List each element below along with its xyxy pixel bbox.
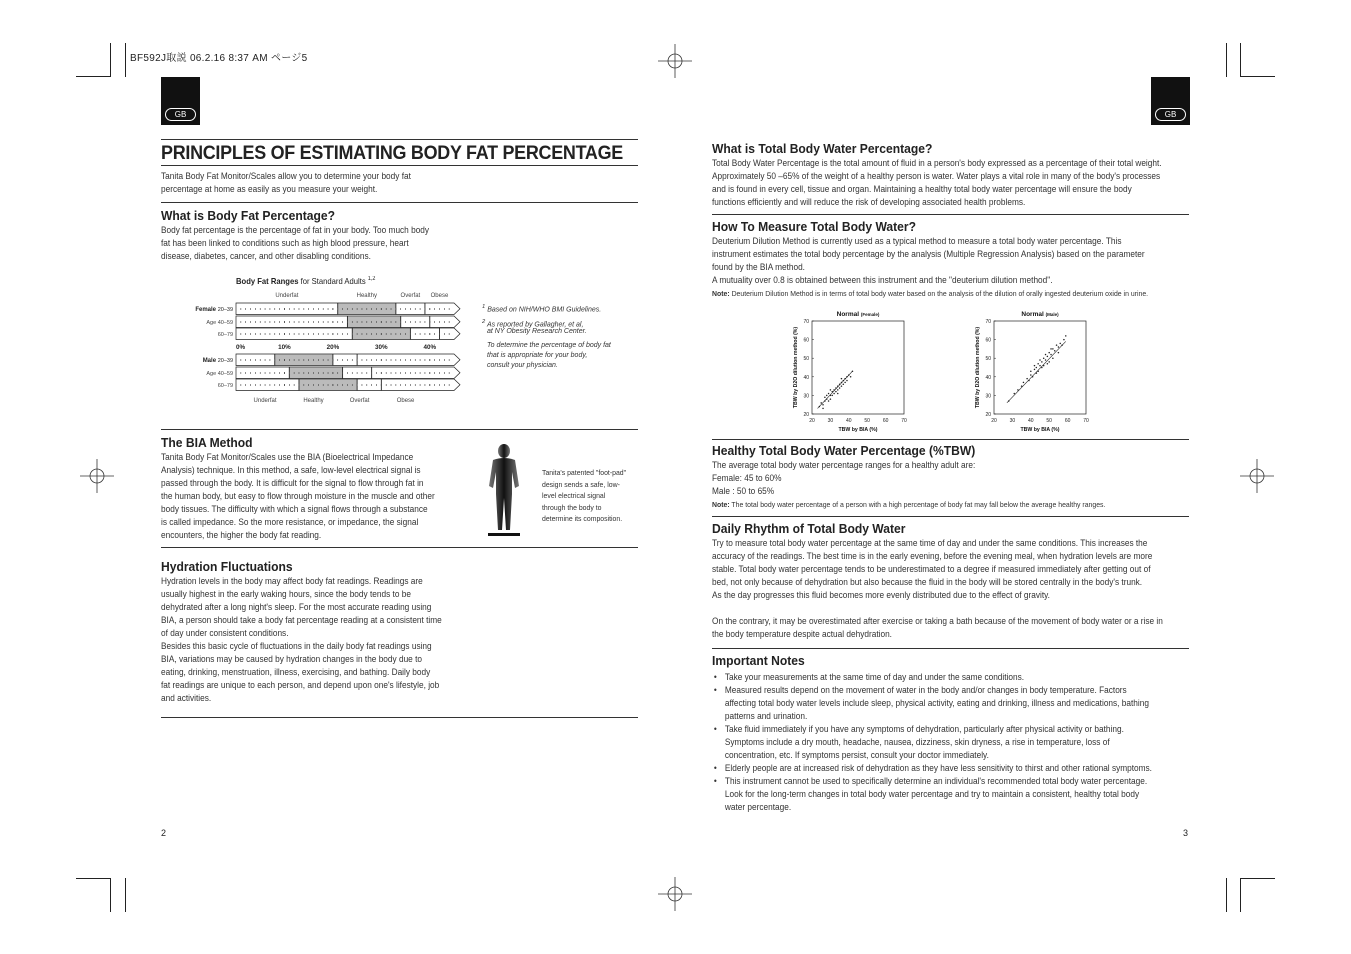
section-heading: Hydration Fluctuations [161, 559, 293, 574]
plot-frame [994, 321, 1086, 414]
print-slug: BF592J取説 06.2.16 8:37 AM ページ5 [130, 53, 308, 64]
x-axis-label: TBW by BIA (%) [1020, 427, 1060, 433]
x-tick-label: 60 [1064, 418, 1071, 424]
registration-mark-bottom [658, 877, 692, 911]
crop-mark [1226, 43, 1227, 77]
data-point [830, 398, 832, 400]
crop-mark [1240, 878, 1241, 912]
data-point [820, 402, 822, 404]
y-tick-label: 50 [803, 356, 809, 363]
data-point [828, 400, 830, 402]
range-label: Obese [430, 293, 449, 299]
page-title: PRINCIPLES OF ESTIMATING BODY FAT PERCENTAGE [161, 142, 623, 164]
list-item: • This instrument cannot be used to specifically determine an individual's recommended total body water percentage. Look for the long-term changes in total body water percentage and try to maintain a consistent, healthy total body water percentage. [712, 775, 1152, 814]
data-point [1065, 335, 1067, 337]
range-label: Healthy [356, 293, 377, 299]
section-body: Tanita Body Fat Monitor/Scales use the BIA (Bioelectrical Impedance Analysis) technique. In this method, a safe, low-level electrical signal is passed through the body. It is difficult for the signal to flow through fat in the human body, but easy to flow through moisture in the muscle and other body tissues. The difficulty with which a signal flows through a substance is called impedance. So the more resistance, or impedance, the signal encounters, the higher the body fat reading. [161, 452, 435, 540]
divider [712, 214, 1189, 215]
y-tick-label: 20 [803, 412, 809, 418]
data-point [822, 408, 824, 410]
human-figure-illustration [484, 442, 524, 538]
footnote-2-cont: at NY Obesity Research Center. [487, 328, 587, 335]
data-point [835, 391, 837, 393]
y-tick-label: 40 [803, 374, 809, 381]
section-body: Deuterium Dilution Method is currently used as a typical method to measure a total body water percentage. This instrument estimates the total body percentage by the analysis (Multiple Regression Analysis) based on the parameter found by the BIA method. A mutuality over 0.8 is obtained between this instrument and the "deuterium dilution method". Note: Deuterium Dilution Method is in terms of total body water based on the analysis of the dilution of orally ingested deuterium oxide in urine. [712, 236, 1149, 298]
y-tick-label: 60 [985, 337, 991, 344]
section-body: Hydration levels in the body may affect body fat readings. Readings are usually highest in the early waking hours, since the body tends to be dehydrated after a long night's sleep. For the most accurate reading using BIA, a person should take a body fat percentage reading at a consistent time of day under consistent conditions. Besides this basic cycle of fluctuations in the daily body fat readings using BIA, variations may be caused by hydration changes in the body due to eating, drinking, menstruation, illness, exercising, and bathing. Daily body fat readings are unique to each person, and depend upon one's lifestyle, job and activities. [161, 576, 442, 703]
data-point [1026, 378, 1028, 380]
range-label: Healthy [303, 398, 324, 404]
range-label: Underfat [275, 293, 299, 299]
axis-tick-label: 0% [236, 344, 246, 351]
section-body: The average total body water percentage ranges for a healthy adult are: Female: 45 to 60% Male : 50 to 65% Note: The total body water percentage of a person with a high percentage of body fat may fall below the average healthy ranges. [712, 460, 1106, 509]
data-point [1043, 357, 1045, 359]
x-tick-label: 70 [1083, 418, 1089, 424]
y-tick-label: 20 [985, 412, 991, 418]
row-label: Age 40–59 [206, 320, 233, 326]
section-body: Try to measure total body water percentage at the same time of day and under the same conditions. This increases the accuracy of the readings. The best time is in the early evening, before the evening meal, when hydration levels are more stable. Total body water percentage tends to be underestimated to a degree if measured immediately after getting out of bed, not only because of dehydration but also because the fluid in the body will be stored centrally in the body's trunk. As the day progresses this fluid becomes more evenly distributed due to the effect of gravity. On the contrary, it may be overestimated after exercise or taking a bath because of the movement of body water or a rise in the body temperature despite actual dehydration. [712, 538, 1163, 639]
data-point [1045, 354, 1047, 356]
x-axis-label: TBW by BIA (%) [838, 427, 878, 433]
x-tick-label: 30 [827, 418, 834, 424]
list-item: • Elderly people are at increased risk of dehydration as they have less sensitivity to thirst and other rational symptoms. [712, 762, 1152, 775]
important-notes-list [712, 671, 1152, 814]
data-point [1013, 393, 1015, 395]
footnote-3-cont: that is appropriate for your body, [487, 352, 588, 359]
section-heading: What is Total Body Water Percentage? [712, 141, 933, 156]
footnote-2: $^2$ As reported by Gallagher, et al, [482, 319, 584, 329]
data-point [1034, 369, 1036, 371]
section-heading: Daily Rhythm of Total Body Water [712, 521, 906, 536]
axis-tick-label: 10% [278, 344, 291, 351]
y-tick-label: 50 [985, 356, 991, 363]
section-heading: How To Measure Total Body Water? [712, 219, 916, 234]
scatter-chart-female [786, 306, 926, 436]
x-tick-label: 50 [864, 418, 870, 424]
data-point [833, 393, 835, 395]
data-point [1059, 343, 1061, 345]
data-point [850, 376, 852, 378]
data-point [1048, 361, 1050, 363]
regression-line [1007, 341, 1066, 402]
x-tick-label: 60 [882, 418, 889, 424]
data-point [1054, 350, 1056, 352]
scatter-chart-male [968, 306, 1108, 436]
data-point [1058, 352, 1060, 354]
data-point [1050, 354, 1052, 356]
section-heading: Important Notes [712, 653, 805, 668]
language-badge: GB [165, 108, 196, 121]
intro-text: Tanita Body Fat Monitor/Scales allow you to determine your body fat percentage at home as easily as you measure your weight. [161, 171, 411, 194]
data-point [1034, 365, 1036, 367]
data-point [1017, 389, 1019, 391]
data-point [841, 385, 843, 387]
section-heading: What is Body Fat Percentage? [161, 208, 335, 223]
x-tick-label: 40 [1028, 418, 1034, 424]
section-heading: Healthy Total Body Water Percentage (%TBW) [712, 443, 976, 458]
divider [712, 648, 1189, 649]
divider [161, 547, 638, 548]
list-item: • Take your measurements at the same time of day and under the same conditions. [712, 671, 1152, 684]
data-point [1041, 361, 1043, 363]
y-tick-label: 60 [803, 337, 809, 344]
y-axis-label: TBW by D2O dilution method (%) [975, 326, 981, 409]
divider [712, 516, 1189, 517]
fat-range-chart [180, 288, 470, 406]
crop-mark [76, 878, 110, 879]
x-tick-label: 70 [901, 418, 907, 424]
data-point [839, 387, 841, 389]
data-point [1037, 363, 1039, 365]
divider [161, 717, 638, 718]
data-point [1030, 370, 1032, 372]
axis-tick-label: 30% [375, 344, 388, 351]
data-point [1052, 357, 1054, 359]
registration-mark-left [80, 459, 114, 493]
row-label: Age 40–59 [206, 371, 233, 377]
range-label: Overfat [349, 398, 370, 404]
divider [161, 202, 638, 203]
data-point [828, 393, 830, 395]
data-point [846, 380, 848, 382]
chart-title: Normal (Male) [1021, 311, 1059, 318]
data-point [844, 382, 846, 384]
section-body: Total Body Water Percentage is the total amount of fluid in a person's body expressed as a percentage of their total weight. Approximately 50 –65% of the weight of a healthy person is water. Water plays a vital role in many of the body's processes and is found in every cell, tissue and organ. Maintaining a healthy total body water percentage will ensure the body functions efficiently and will reduce the risk of developing associated health problems. [712, 158, 1162, 207]
language-badge: GB [1155, 108, 1186, 121]
crop-mark [1226, 878, 1227, 912]
data-point [1047, 363, 1049, 365]
x-tick-label: 20 [809, 418, 815, 424]
data-point [1047, 356, 1049, 358]
row-label: 60–79 [217, 383, 233, 389]
crop-mark [110, 878, 111, 912]
axis-tick-label: 40% [423, 344, 437, 351]
section-heading: The BIA Method [161, 435, 253, 450]
divider [712, 439, 1189, 440]
data-point [1052, 348, 1054, 350]
list-item: • Measured results depend on the movement of water in the body and/or changes in body temperature. Factors affecting total body water levels include sleep, physical activity, eating and drinking, illness and medications, bathing patterns and urination. [712, 684, 1152, 723]
data-point [1063, 339, 1065, 341]
data-point [1056, 344, 1058, 346]
page-number: 2 [161, 828, 167, 838]
bia-caption: Tanita's patented "foot-pad" design sends a safe, low- level electrical signal through the body to determine its composition. [542, 468, 627, 523]
y-tick-label: 30 [803, 393, 809, 400]
data-point [1039, 365, 1041, 367]
range-bar [236, 354, 460, 366]
row-label: Female 20–39 [195, 307, 233, 313]
crop-mark [1241, 878, 1275, 879]
data-point [1030, 374, 1032, 376]
registration-mark-top [658, 44, 692, 78]
row-label: 60–79 [217, 332, 233, 338]
y-tick-label: 40 [985, 374, 991, 381]
data-point [822, 404, 824, 406]
healthy-segment [347, 317, 400, 328]
data-point [830, 389, 832, 391]
row-label: Male 20–39 [202, 358, 233, 364]
data-point [843, 383, 845, 385]
range-bar [236, 367, 460, 379]
range-label: Overfat [400, 293, 421, 299]
page-number: 3 [1183, 828, 1189, 838]
data-point [1050, 348, 1052, 350]
x-tick-label: 40 [846, 418, 852, 424]
data-point [841, 378, 843, 380]
x-tick-label: 30 [1009, 418, 1016, 424]
footnote-3: To determine the percentage of body fat [487, 342, 611, 349]
data-point [1036, 367, 1038, 369]
axis-tick-label: 20% [326, 344, 340, 351]
y-tick-label: 30 [985, 393, 991, 400]
plot-frame [812, 321, 904, 414]
data-point [831, 395, 833, 397]
crop-mark [125, 878, 126, 912]
data-point [826, 395, 828, 397]
divider [161, 139, 638, 140]
range-label: Obese [396, 398, 415, 404]
y-tick-label: 70 [985, 319, 991, 325]
footnote-3-cont: consult your physician. [487, 362, 558, 369]
x-tick-label: 20 [991, 418, 997, 424]
crop-mark [76, 76, 110, 77]
list-item: • Take fluid immediately if you have any symptoms of dehydration, particularly after physical activity or bathing. Symptoms include a dry mouth, headache, nausea, dizziness, skin dryness, a rise in temperature, loss of concentration, etc. If symptoms persist, consult your doctor immediately. [712, 723, 1152, 762]
crop-mark [1241, 76, 1275, 77]
language-tab-right [1151, 77, 1190, 125]
data-point [1039, 359, 1041, 361]
y-tick-label: 70 [803, 319, 809, 325]
healthy-segment [289, 368, 342, 379]
footnote-1: $^1$ Based on NIH/WHO BMI Guidelines. [482, 304, 602, 314]
language-tab-left [161, 77, 200, 125]
crop-mark [110, 43, 111, 77]
range-label: Underfat [253, 398, 277, 404]
section-body: Body fat percentage is the percentage of fat in your body. Too much body fat has been linked to conditions such as high blood pressure, heart disease, diabetes, cancer, and other disabling conditions. [161, 225, 430, 261]
fat-range-chart-title: Body Fat Ranges for Standard Adults $^{1,2}$ [236, 276, 376, 286]
chart-title: Normal (Female) [836, 311, 880, 318]
registration-mark-right [1240, 459, 1274, 493]
data-point [1045, 359, 1047, 361]
regression-line [818, 371, 853, 408]
range-bar [236, 328, 460, 340]
data-point [824, 397, 826, 399]
data-point [1023, 382, 1024, 384]
divider [161, 429, 638, 430]
data-point [837, 389, 839, 391]
crop-mark [125, 43, 126, 77]
data-point [1048, 352, 1050, 354]
divider [161, 165, 638, 166]
data-point [837, 393, 839, 395]
data-point [1058, 346, 1060, 348]
x-tick-label: 50 [1046, 418, 1052, 424]
crop-mark [1240, 43, 1241, 77]
y-axis-label: TBW by D2O dilution method (%) [793, 326, 799, 409]
